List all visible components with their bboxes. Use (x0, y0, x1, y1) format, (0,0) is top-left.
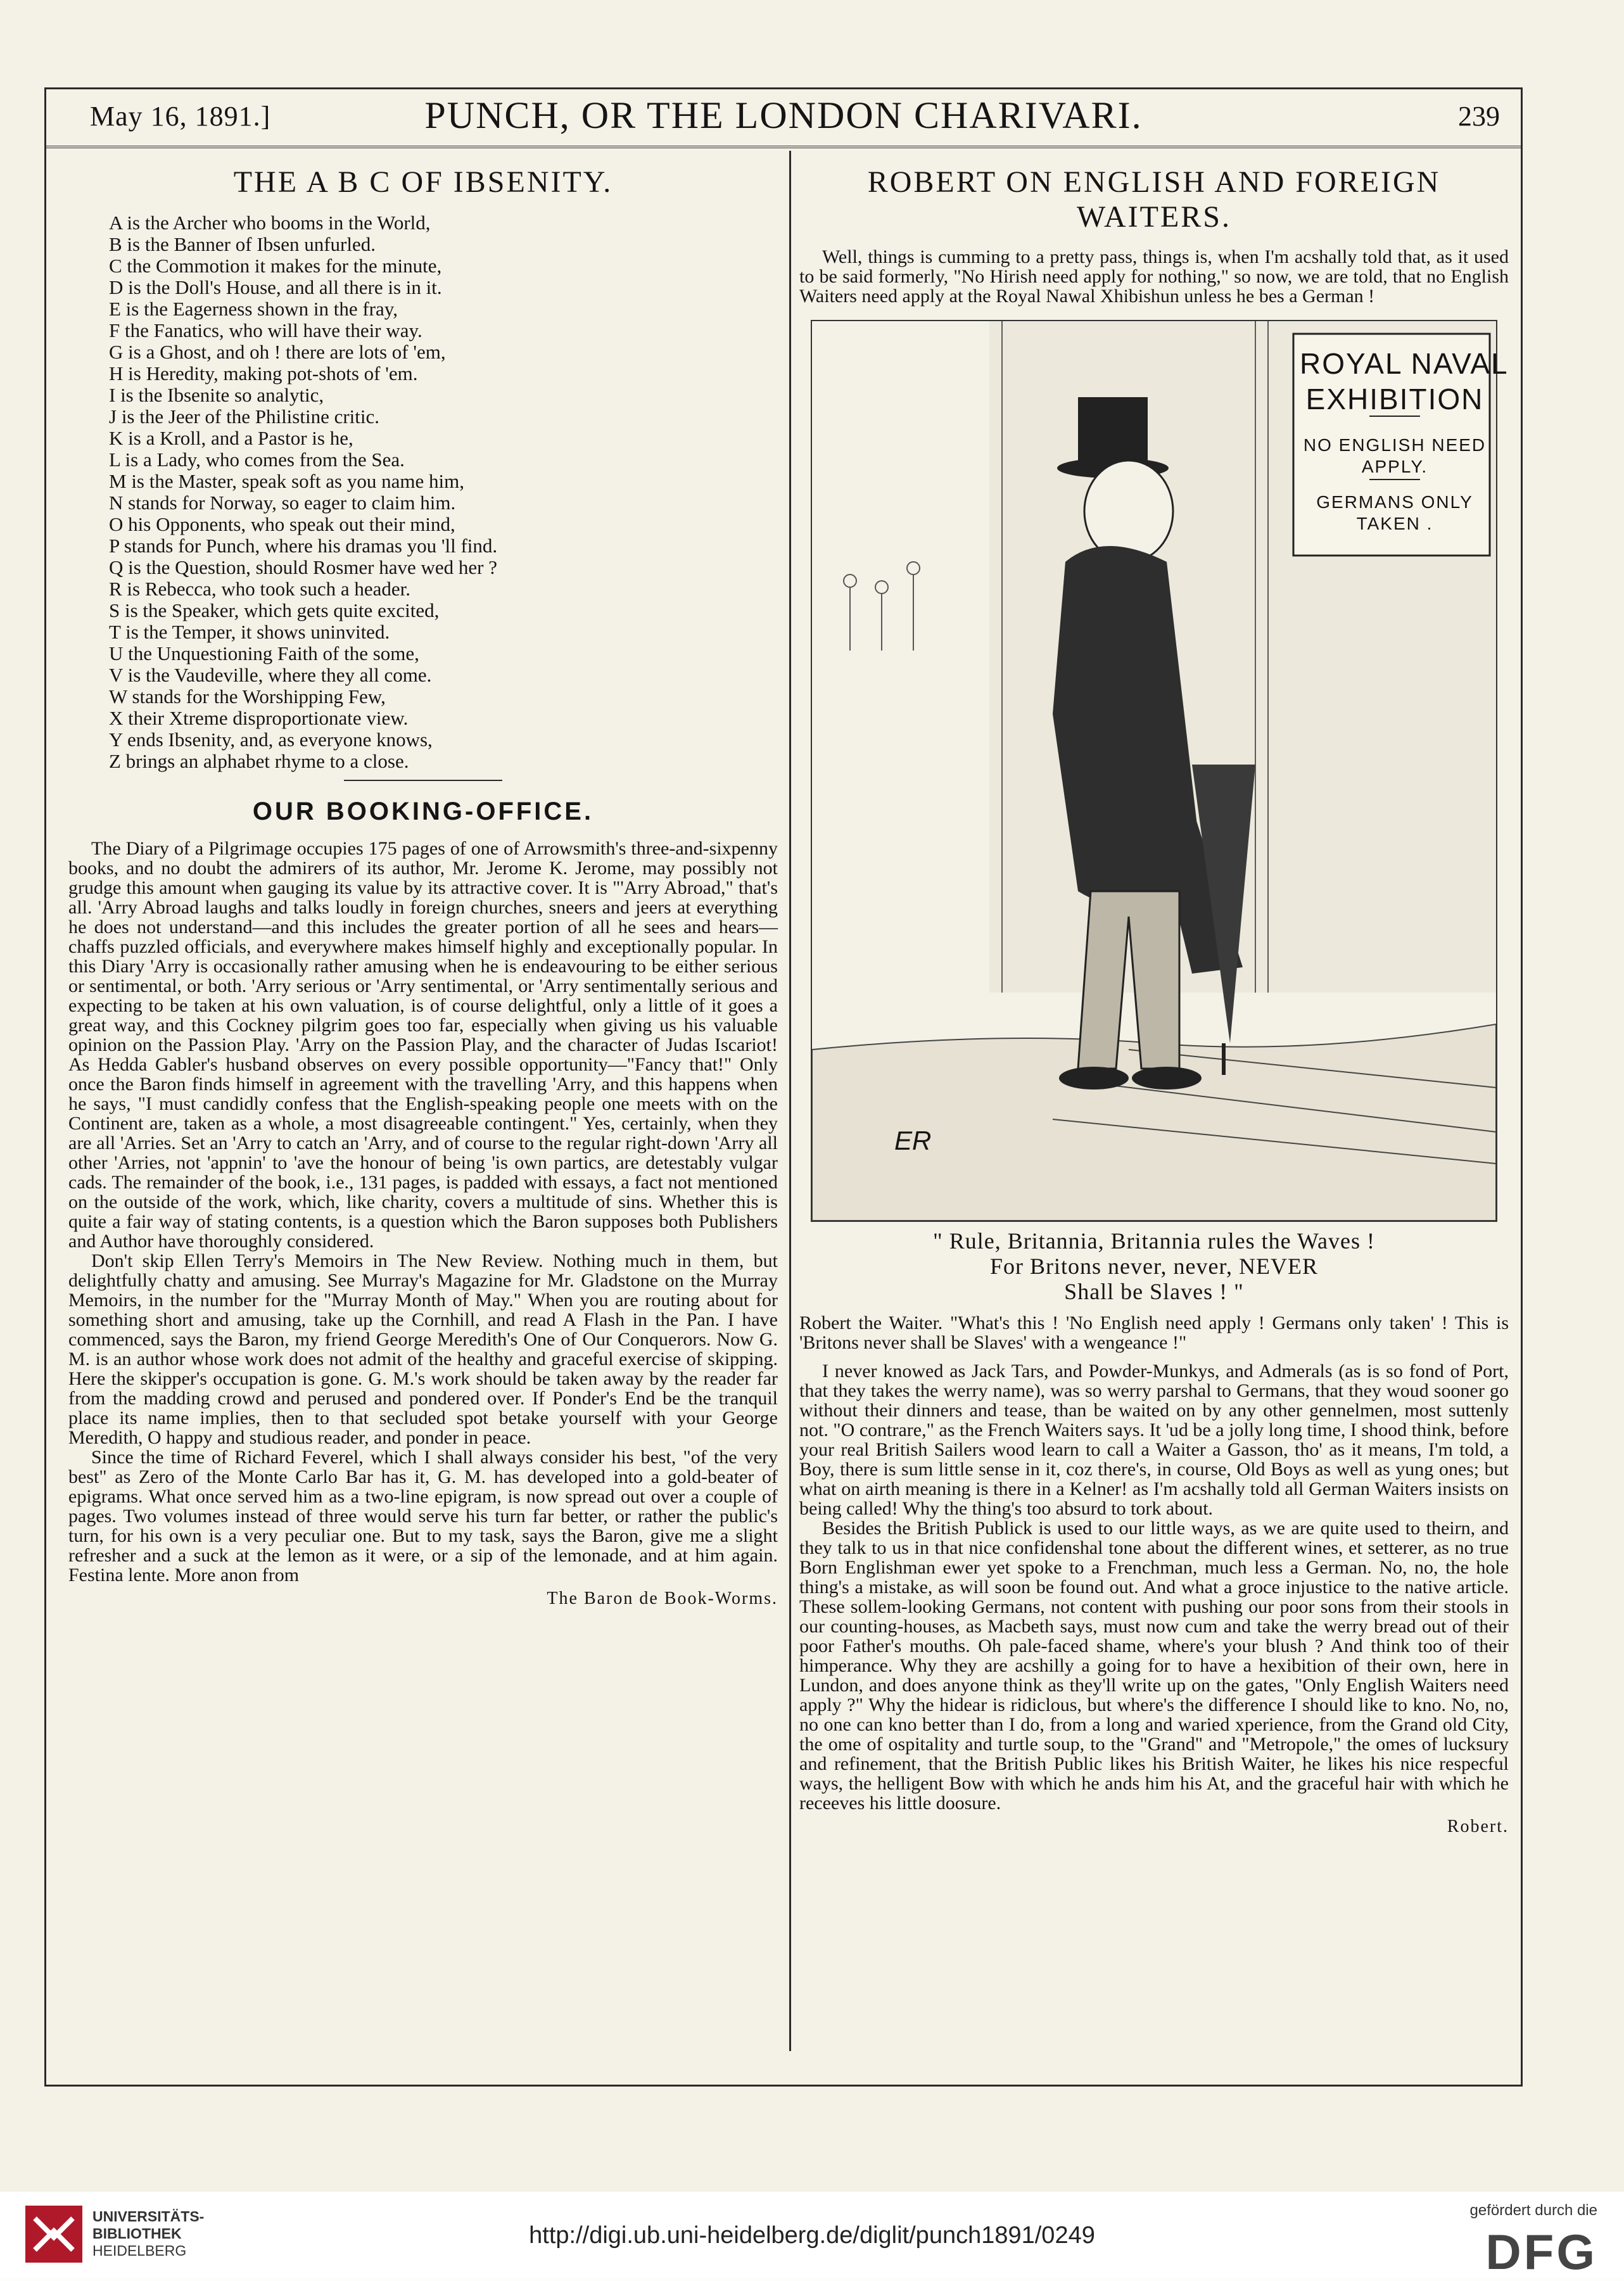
abc-line: E is the Eagerness shown in the fray, (109, 298, 398, 320)
abc-line: P stands for Punch, where his dramas you 'll find. (109, 535, 498, 557)
abc-line: H is Heredity, making pot-shots of 'em. (109, 362, 418, 384)
section-divider (344, 780, 502, 781)
right-column (799, 165, 1509, 1837)
abc-line: K is a Kroll, and a Pastor is he, (109, 427, 353, 449)
abc-line: U the Unquestioning Faith of the some, (109, 642, 419, 664)
abc-line: M is the Master, speak soft as you name him, (109, 470, 464, 492)
abc-line: O his Opponents, who speak out their mind, (109, 513, 455, 535)
artist-monogram: ER (894, 1126, 932, 1155)
abc-line: C the Commotion it makes for the minute, (109, 255, 442, 277)
masthead-title: PUNCH, OR THE LONDON CHARIVARI. (424, 94, 1143, 136)
abc-line: R is Rebecca, who took such a header. (109, 578, 411, 600)
abc-title: THE A B C OF IBSENITY. (233, 165, 613, 199)
caption-note-text: Robert the Waiter. "What's this ! 'No English need apply ! Germans only taken' ! This is 'Britons never shall be Slaves' with a wengeance !" (799, 1312, 1509, 1353)
cartoon-drawing (812, 321, 1509, 1221)
column-divider (789, 151, 791, 2051)
abc-line: S is the Speaker, which gets quite excited, (109, 599, 440, 621)
abc-line: Z brings an alphabet rhyme to a close. (109, 750, 409, 772)
abc-line: D is the Doll's House, and all there is in it. (109, 276, 442, 298)
digitization-footer (0, 2192, 1624, 2278)
sign-line-5: GERMANS ONLY (1316, 492, 1473, 512)
paragraph: Since the time of Richard Feverel, which I shall always consider his best, "of the very best" as Zero of the Monte Carlo Bar has it, G. M. has developed into a gold-beater of epigrams. What once served him as a two-line epigram, is now spread out over a couple of pages. Two volumes instead of three would serve his turn far better, or rather the public's turn, for his own is a very peculiar one. But to my task, says the Baron, give me a slight refresher and a suck at the lemon as it were, or a sip of the lemonade, and at him again. Festina lente. More anon from (68, 1447, 778, 1585)
source-url[interactable]: http://digi.ub.uni-heidelberg.de/diglit/punch1891/0249 (529, 2222, 1095, 2249)
abc-line: G is a Ghost, and oh ! there are lots of 'em, (109, 341, 446, 363)
robert-intro (799, 247, 1509, 306)
abc-poem (109, 212, 778, 772)
library-name-line-2: BIBLIOTHEK (92, 2225, 182, 2242)
booking-office-title: OUR BOOKING-OFFICE. (252, 797, 594, 825)
abc-line: W stands for the Worshipping Few, (109, 685, 386, 708)
abc-line: L is a Lady, who comes from the Sea. (109, 448, 405, 471)
page-number: 239 (1458, 101, 1500, 132)
paragraph: The Diary of a Pilgrimage occupies 175 pages of one of Arrowsmith's three-and-sixpenny books, and no doubt the admirers of its author, Mr. Jerome K. Jerome, may possibly not grudge this amount when gauging its value by its attractive cover. It is "'Arry Abroad," that's all. 'Arry Abroad laughs and talks loudly in foreign churches, sneers and jeers at everything he does not understand—and this includes the greater portion of all he sees and hears—chaffs puzzled officials, and everywhere makes himself highly and exceptionally popular. In this Diary 'Arry is occasionally rather amusing when he is endeavouring to be either serious or sentimental, or both. 'Arry serious or 'Arry sentimental, or 'Arry sentimentally serious and expecting to be taken at his own valuation, is of course delightful, only a little of it goes a great way, and this Cockney pilgrim goes too far, especially when giving us his valuable opinion on the Passion Play. 'Arry on the Passion Play, and the character of Judas Iscariot! As Hedda Gabler's husband observes on every possible opportunity—"Fancy that!" Only once the Baron finds himself in agreement with the travelling 'Arry, and this happens when he says, "I must candidly confess that the English-speaking people one meets with on the Continent are, taken as a whole, a most disagreeable contingent." Yes, certainly, when they are all 'Arries. Set an 'Arry to catch an 'Arry, and of course to the regular right-down 'Arry all other 'Arries, not 'appnin' to 'ave the honour of being 'is own partics, are detestably vulgar cads. The remainder of the book, i.e., 131 pages, is padded with essays, a fact not mentioned on the outside of the work, which, like charity, covers a multitude of sins. Whether this is quite a fair way of stating contents, is a question which the Baron supposes both Publishers and Author have thoroughly considered. (68, 838, 778, 1252)
booking-signature: The Baron de Book-Worms. (547, 1589, 778, 1608)
caption-line-3: Shall be Slaves ! " (1064, 1279, 1244, 1304)
paragraph: I never knowed as Jack Tars, and Powder-Munkys, and Admerals (as is so fond of Port, that they takes the werry name), was so werry parshal to Germans, that they woud sooner go without their dinners and tease, than be waited on by any other gennelmen, most suttenly not. "O contrare," as the French Waiters says. It 'ud be a jolly long time, I shood think, before your real British Sailers wood learn to call a Waiter a Gasson, tho' as it means, I'm told, a Boy, there is sum little sense in it, coz there's, in course, Old Boys as well as yung ones; but what on airth meaning is there in a Kelner! as I'm acshally told all German Waiters insists on being called! Why the thing's too absurd to tork about. (799, 1361, 1509, 1519)
abc-line: B is the Banner of Ibsen unfurled. (109, 233, 376, 255)
robert-signature: Robert. (1447, 1817, 1509, 1836)
robert-text (799, 1361, 1509, 1813)
abc-line: N stands for Norway, so eager to claim him. (109, 492, 456, 514)
sign-line-6: TAKEN . (1356, 514, 1433, 533)
sign-line-1: ROYAL NAVAL (1300, 347, 1509, 380)
paragraph: Besides the British Publick is used to our little ways, as we are quite used to theirn, and they talk to us in that nice confidenshal tone about the different wines, et setterer, as no true Born Englishman ewer yet spoke to a Frenchman, much less a German. No, no, the hole thing's a mistake, as will soon be found out. And what a groce injustice to the native article. These sollem-looking Germans, not content with pushing our poor sons from their stools in our counting-houses, as Macbeth says, must now cum and take the werry bread out of their poor Father's mouths. Oh pale-faced shame, where's your blush ? And think too of their himperance. Why they are acshilly a going for to have a hexibition of their own, here in Lundon, and does anyone think as they'll write up on the gates, "Only English Waiters need apply ?" Why the hidear is ridiclous, but where's the difference I should like to kno. No, no, no one can kno better than I do, from a long and waried xperience, from the Grand old City, the ome of ospitality and turtle soup, to the "Grand" and "Metropole," the omes of lucksury and refinement, that the British Public likes his British Waiter, he likes his nice respecful ways, the helligent Bow with which he ands him his At, and the graceful hair with which he receeves his little doosure. (799, 1518, 1509, 1814)
dfg-logo: DFG (1485, 2224, 1597, 2280)
robert-intro-paragraph: Well, things is cumming to a pretty pass, things is, when I'm acshally told that, as it used to be said formerly, "No Hirish need apply for nothing," so now, we are told, that no English Waiters need apply at the Royal Nawal Xhibishun unless he bes a German ! (799, 246, 1509, 307)
abc-line: I is the Ibsenite so analytic, (109, 384, 324, 406)
abc-line: J is the Jeer of the Philistine critic. (109, 405, 380, 428)
sign-line-3: NO ENGLISH NEED (1303, 435, 1487, 455)
caption-line-2: For Britons never, never, NEVER (989, 1254, 1319, 1279)
library-name-line-3: HEIDELBERG (92, 2242, 187, 2259)
library-name-line-1: UNIVERSITÄTS- (92, 2208, 205, 2225)
paragraph: Don't skip Ellen Terry's Memoirs in The New Review. Nothing much in them, but delightfully chatty and amusing. See Murray's Magazine for Mr. Gladstone on the Murray Memoirs, in the number for the "Murray Month of May." When you are routing about for something short and amusing, take up the Cornhill, and read A Flash in the Pan. I have commenced, says the Baron, my friend George Meredith's One of Our Conquerors. Now G. M. is an author whose work does not admit of the healthy and graceful exercise of skipping. Here the skipper's occupation is gone. G. M.'s work should be taken away by the reader far from the madding crowd and perused and pondered over. If Ponder's End be the tranquil place its name implies, then to that secluded spot betake yourself with your George Meredith, O happy and studious reader, and ponder in peace. (68, 1250, 778, 1448)
left-column (68, 165, 778, 1609)
cartoon-illustration (811, 320, 1509, 1222)
booking-office-text (68, 839, 778, 1585)
abc-line: V is the Vaudeville, where they all come. (109, 664, 432, 686)
abc-line: Q is the Question, should Rosmer have wed her ? (109, 556, 497, 578)
caption-line-1: " Rule, Britannia, Britannia rules the Waves ! (933, 1228, 1375, 1254)
caption-note (799, 1313, 1509, 1352)
abc-line: X their Xtreme disproportionate view. (109, 707, 409, 729)
abc-line: T is the Temper, it shows uninvited. (109, 621, 390, 643)
sign-line-2: EXHIBITION (1305, 383, 1484, 416)
sign-line-4: APPLY. (1361, 457, 1428, 476)
running-head (44, 89, 1523, 148)
issue-date: May 16, 1891.] (90, 101, 271, 132)
funded-by-label: gefördert durch die (1469, 2202, 1597, 2219)
cartoon-caption (799, 1228, 1509, 1304)
abc-line: F the Fanatics, who will have their way. (109, 319, 422, 341)
robert-title: ROBERT ON ENGLISH AND FOREIGN WAITERS. (867, 165, 1441, 234)
abc-line: Y ends Ibsenity, and, as everyone knows, (109, 728, 433, 751)
abc-line: A is the Archer who booms in the World, (109, 212, 431, 234)
